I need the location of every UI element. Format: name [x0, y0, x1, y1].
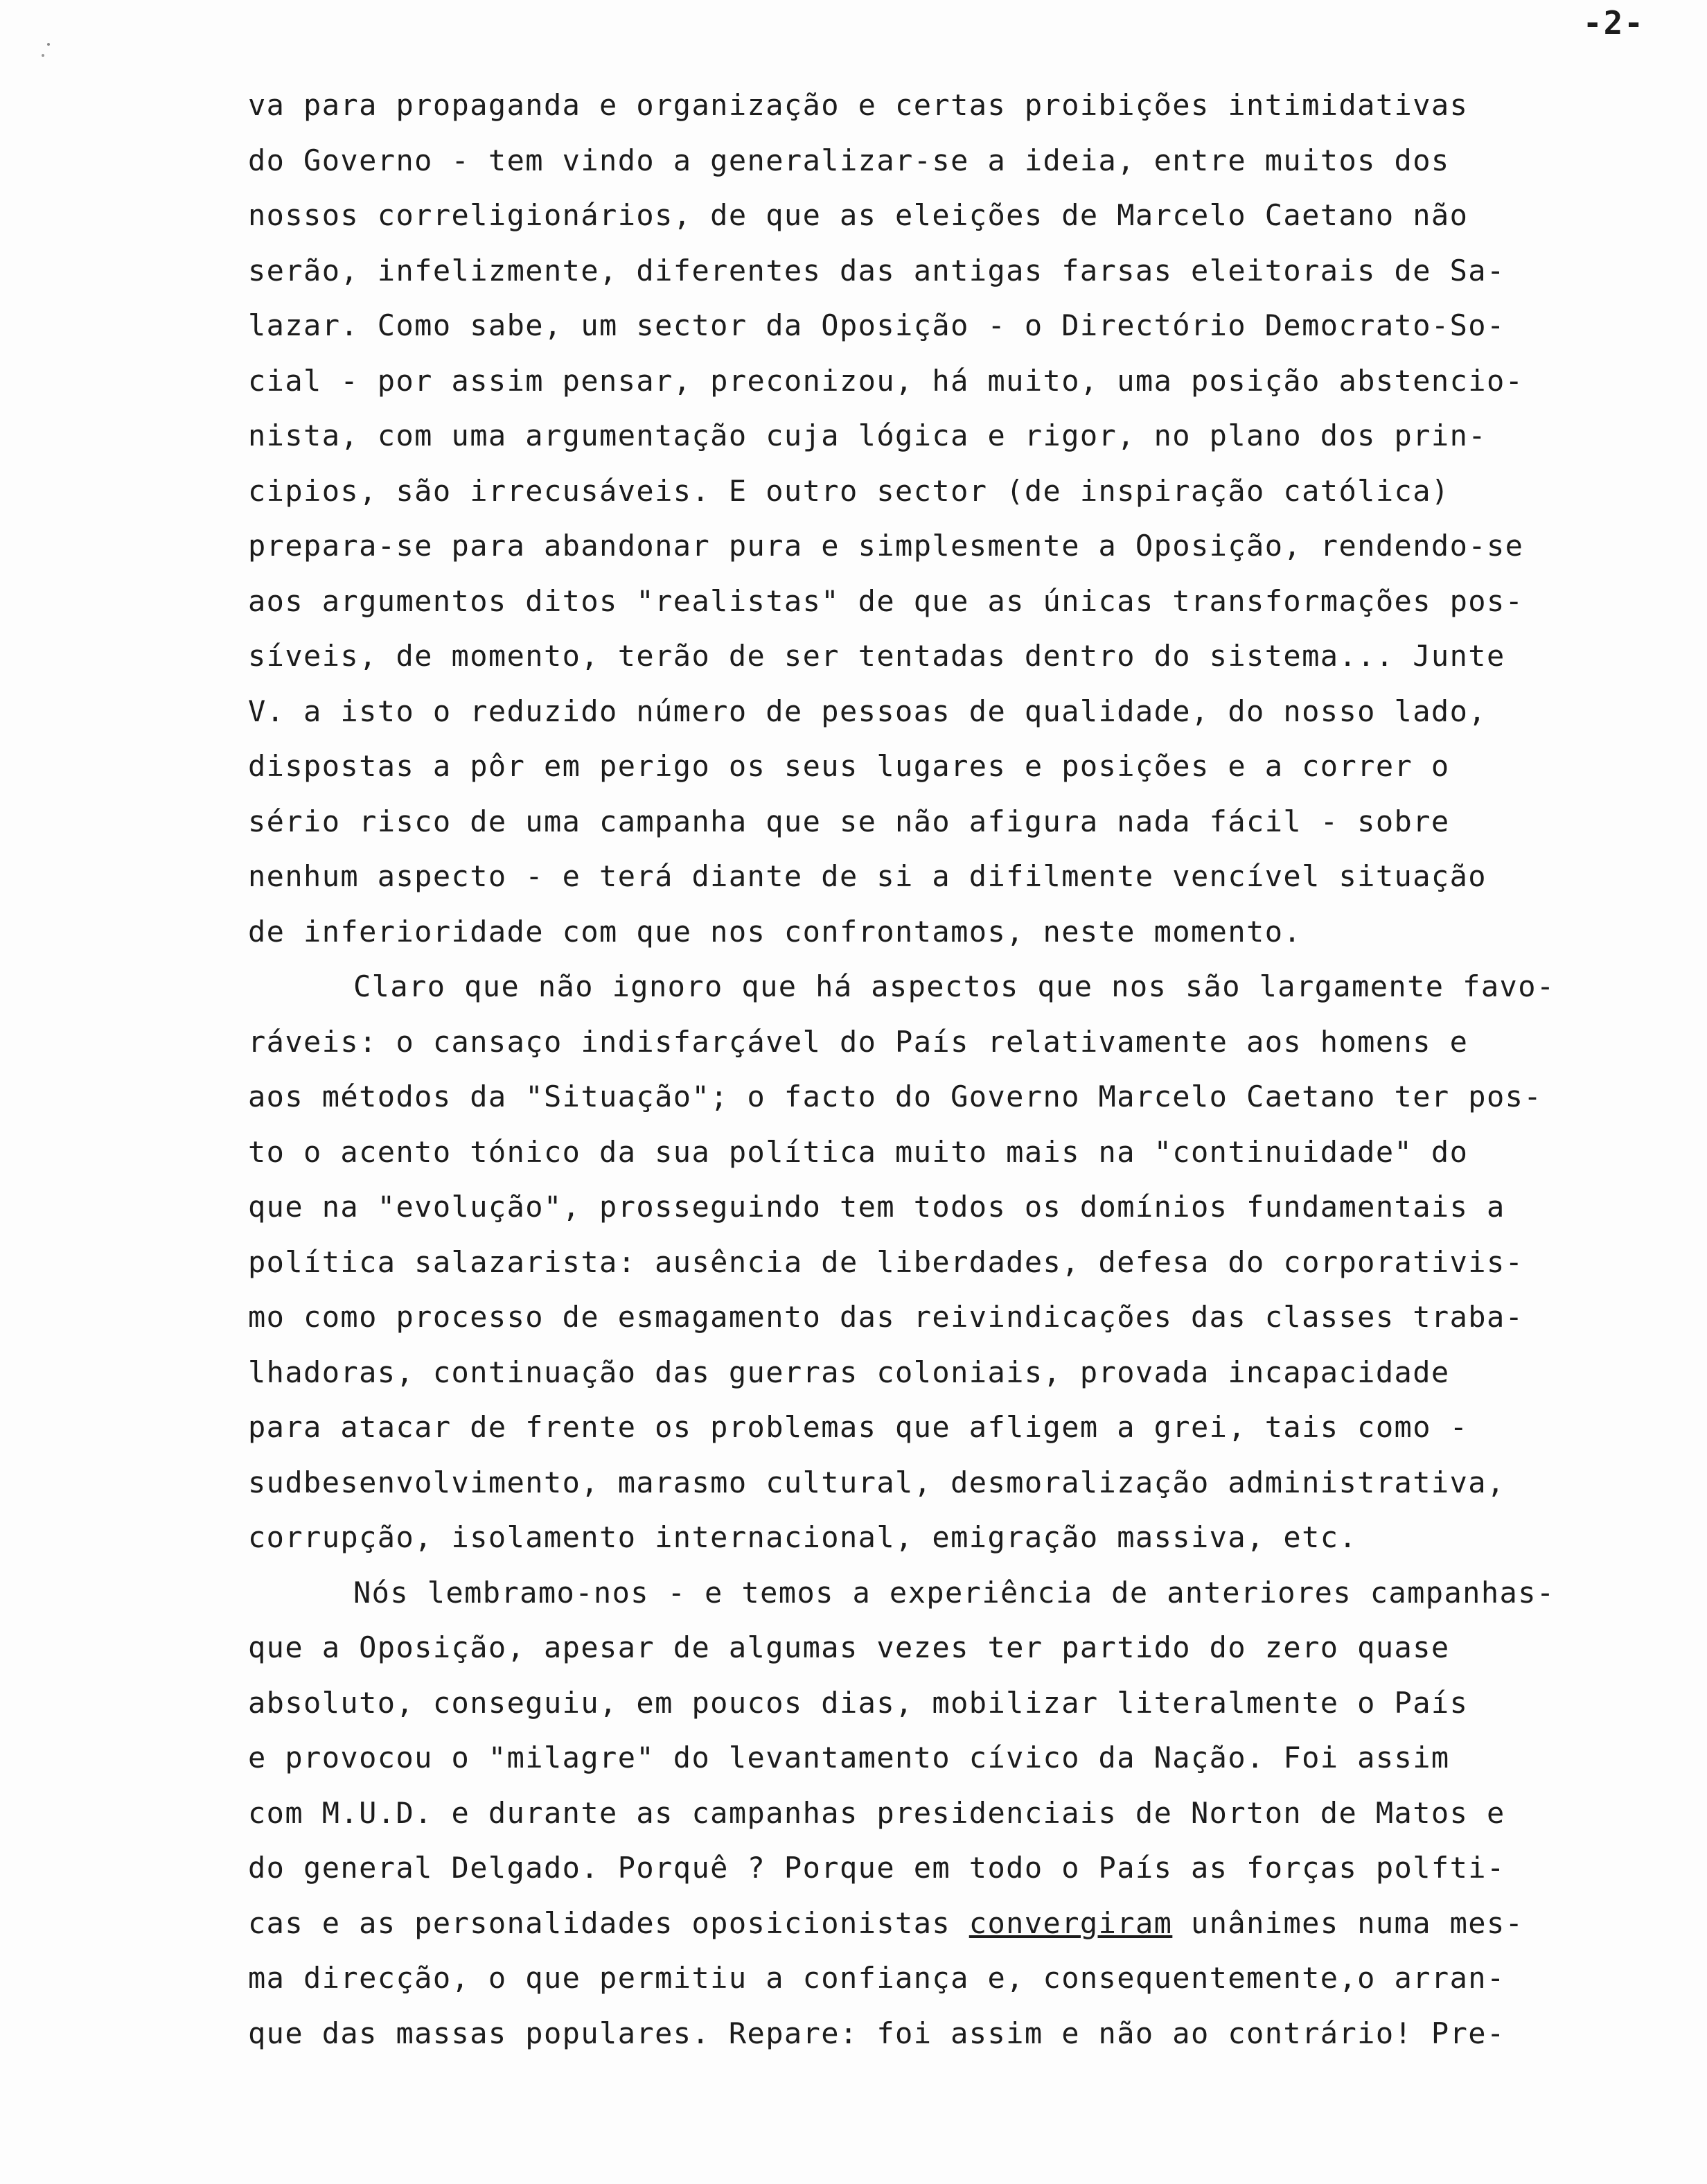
text-line: Claro que não ignoro que há aspectos que nos são largamente favo-	[353, 969, 1555, 1003]
text-line: mo como processo de esmagamento das reivindicações das classes traba-	[248, 1300, 1524, 1334]
text-line: nista, com uma argumentação cuja lógica e rigor, no plano dos prin-	[248, 419, 1487, 452]
text-line: to o acento tónico da sua política muito mais na "continuidade" do	[248, 1134, 1469, 1169]
text-line: va para propaganda e organização e certas proibições intimidativas	[248, 88, 1469, 122]
text-line: e provocou o "milagre" do levantamento cívico da Nação. Foi assim	[248, 1741, 1450, 1774]
scan-speck-mark	[39, 40, 53, 61]
text-line: Nós lembramo-nos - e temos a experiência de anteriores campanhas-	[353, 1575, 1555, 1610]
text-line: aos argumentos ditos "realistas" de que as únicas transformações pos-	[248, 583, 1524, 618]
paragraphs-container	[248, 78, 1675, 1896]
page-number: -2-	[1582, 4, 1645, 42]
text-line: sério risco de uma campanha que se não afigura nada fácil - sobre	[248, 804, 1450, 838]
text-line: nenhum aspecto - e terá diante de si a difilmente vencível situação	[248, 859, 1487, 893]
text-line: lhadoras, continuação das guerras coloniais, provada incapacidade	[248, 1355, 1450, 1389]
text-line: ráveis: o cansaço indisfarçável do País relativamente aos homens e	[248, 1024, 1469, 1059]
text-line: nossos correligionários, de que as eleições de Marcelo Caetano não	[248, 198, 1469, 232]
text-line: síveis, de momento, terão de ser tentadas dentro do sistema... Junte	[248, 639, 1505, 673]
text-line	[248, 1896, 1675, 1951]
line-segment: unânimes numa mes-	[1172, 1905, 1524, 1940]
text-line: corrupção, isolamento internacional, emigração massiva, etc.	[248, 1520, 1358, 1554]
text-line: V. a isto o reduzido número de pessoas de qualidade, do nosso lado,	[248, 694, 1487, 728]
text-line: cipios, são irrecusáveis. E outro sector (de inspiração católica)	[248, 473, 1450, 508]
line-segment: cas e as personalidades oposicionistas	[248, 1905, 969, 1940]
text-line: que das massas populares. Repare: foi assim e não ao contrário! Pre-	[248, 2016, 1505, 2050]
text-line: do general Delgado. Porquê ? Porque em todo o País as forças polfti-	[248, 1851, 1505, 1885]
text-line: ma direcção, o que permitiu a confiança e, consequentemente,o arran-	[248, 1961, 1505, 1995]
text-line: absoluto, conseguiu, em poucos dias, mobilizar literalmente o País	[248, 1685, 1469, 1720]
text-line: serão, infelizmente, diferentes das antigas farsas eleitorais de Sa-	[248, 253, 1505, 288]
text-line: lazar. Como sabe, um sector da Oposição - o Directório Democrato-So-	[248, 308, 1505, 342]
text-line: aos métodos da "Situação"; o facto do Governo Marcelo Caetano ter pos-	[248, 1080, 1543, 1113]
text-line: de inferioridade com que nos confrontamos, neste momento.	[248, 914, 1302, 949]
text-line: do Governo - tem vindo a generalizar-se a ideia, entre muitos dos	[248, 143, 1450, 177]
text-line: sudbesenvolvimento, marasmo cultural, desmoralização administrativa,	[248, 1465, 1505, 1499]
text-line: para atacar de frente os problemas que afligem a grei, tais como -	[248, 1410, 1469, 1444]
text-line: prepara-se para abandonar pura e simplesmente a Oposição, rendendo-se	[248, 529, 1524, 563]
letter-body	[248, 78, 1675, 2061]
text-line: cial - por assim pensar, preconizou, há muito, uma posição abstencio-	[248, 363, 1524, 398]
text-line: que a Oposição, apesar de algumas vezes ter partido do zero quase	[248, 1630, 1450, 1664]
text-line: dispostas a pôr em perigo os seus lugares e posições e a correr o	[248, 749, 1450, 783]
text-line: política salazarista: ausência de liberdades, defesa do corporativis-	[248, 1244, 1524, 1279]
underlined-word: convergiram	[969, 1905, 1173, 1940]
text-line: com M.U.D. e durante as campanhas presidenciais de Norton de Matos e	[248, 1795, 1505, 1830]
text-line: que na "evolução", prosseguindo tem todos os domínios fundamentais a	[248, 1190, 1505, 1224]
